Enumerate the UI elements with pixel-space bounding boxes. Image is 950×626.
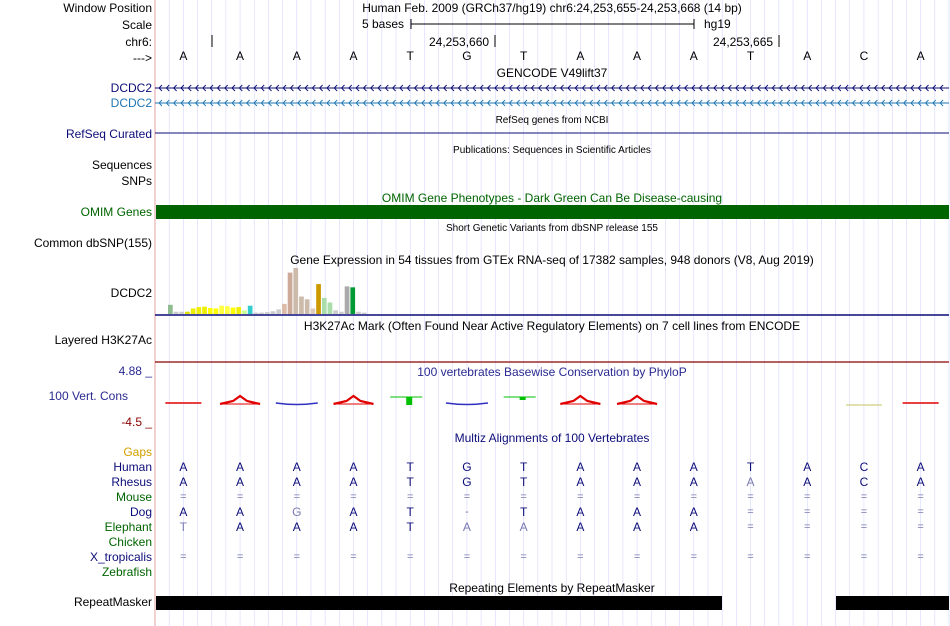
cons-label[interactable]: 100 Vert. Cons bbox=[48, 389, 128, 403]
sequence-base: T bbox=[746, 49, 755, 63]
position-tick-1: 24,253,660 bbox=[429, 35, 490, 49]
gtex-bar bbox=[288, 273, 293, 314]
dbsnp-title[interactable]: Short Genetic Variants from dbSNP release 155 bbox=[446, 223, 658, 234]
pubs-label[interactable]: Sequences bbox=[91, 158, 152, 172]
alignment-base: A bbox=[349, 520, 358, 534]
gtex-bar bbox=[282, 304, 287, 314]
alignment-base: = bbox=[690, 551, 697, 563]
gtex-bar bbox=[202, 307, 207, 314]
sequence-base: A bbox=[689, 49, 698, 63]
alignment-base: A bbox=[179, 475, 188, 489]
gtex-bar bbox=[328, 303, 333, 315]
alignment-base: A bbox=[576, 520, 585, 534]
alignment-base: A bbox=[349, 505, 358, 519]
scale-assembly: hg19 bbox=[704, 17, 731, 31]
alignment-base: = bbox=[803, 521, 811, 533]
gtex-bar bbox=[265, 312, 270, 314]
alignment-base: = bbox=[520, 551, 527, 563]
alignment-base: T bbox=[746, 460, 755, 474]
alignment-base: A bbox=[349, 475, 358, 489]
alignment-base: A bbox=[633, 460, 642, 474]
alignment-base: = bbox=[860, 506, 868, 518]
alignment-base: A bbox=[576, 475, 585, 489]
alignment-base: T bbox=[519, 505, 528, 519]
alignment-base: = bbox=[917, 551, 924, 563]
gtex-bar bbox=[333, 310, 338, 314]
alignment-base: A bbox=[916, 460, 925, 474]
alignment-base: A bbox=[292, 475, 301, 489]
species-label-rhesus[interactable]: Rhesus bbox=[111, 475, 152, 489]
gtex-bar bbox=[305, 299, 310, 314]
gencode-row-1-label[interactable]: DCDC2 bbox=[110, 81, 152, 95]
cons-min-label: -4.5 _ bbox=[121, 415, 152, 429]
cons-max-label: 4.88 _ bbox=[118, 364, 152, 378]
alignment-base: = bbox=[236, 551, 244, 563]
gtex-bar bbox=[311, 308, 316, 314]
cons-title[interactable]: 100 vertebrates Basewise Conservation by PhyloP bbox=[417, 365, 687, 379]
alignment-base: A bbox=[292, 520, 301, 534]
alignment-base: T bbox=[519, 460, 528, 474]
alignment-base: = bbox=[860, 551, 868, 563]
alignment-base: A bbox=[349, 460, 358, 474]
sequence-base: G bbox=[462, 49, 472, 63]
alignment-base: = bbox=[690, 491, 697, 503]
alignment-base: = bbox=[463, 551, 471, 563]
alignment-base: T bbox=[406, 460, 414, 474]
alignment-base: = bbox=[293, 551, 300, 563]
alignment-base: T bbox=[179, 520, 188, 534]
gtex-bar bbox=[350, 287, 355, 314]
alignment-base: A bbox=[179, 505, 188, 519]
alignment-base: A bbox=[633, 475, 642, 489]
gtex-bar bbox=[208, 308, 213, 314]
alignment-base: A bbox=[803, 460, 812, 474]
alignment-base: T bbox=[406, 520, 414, 534]
alignment-base: = bbox=[236, 491, 244, 503]
conservation-green-bar bbox=[406, 397, 412, 405]
gtex-bar bbox=[356, 312, 361, 314]
repeat-title[interactable]: Repeating Elements by RepeatMasker bbox=[449, 581, 655, 595]
alignment-base: A bbox=[292, 460, 301, 474]
alignment-base: = bbox=[747, 521, 754, 533]
gtex-title[interactable]: Gene Expression in 54 tissues from GTEx RNA-seq of 17382 samples, 948 donors (V8, Aug 2019) bbox=[290, 253, 814, 267]
alignment-base: = bbox=[860, 491, 868, 503]
gtex-bar bbox=[242, 310, 247, 314]
alignment-base: A bbox=[179, 460, 188, 474]
gtex-bar bbox=[236, 307, 241, 314]
alignment-base: A bbox=[689, 475, 698, 489]
alignment-base: = bbox=[293, 491, 300, 503]
sequence-base: A bbox=[179, 49, 188, 63]
pubs-title[interactable]: Publications: Sequences in Scientific Articles bbox=[453, 145, 651, 156]
alignment-base: C bbox=[859, 460, 869, 474]
alignment-base: A bbox=[689, 505, 698, 519]
alignment-base: G bbox=[462, 475, 472, 489]
gtex-bar bbox=[225, 306, 230, 314]
alignment-base: T bbox=[519, 475, 528, 489]
gtex-bar bbox=[345, 286, 350, 314]
alignment-base: = bbox=[747, 491, 754, 503]
h3k27ac-title[interactable]: H3K27Ac Mark (Often Found Near Active Regulatory Elements) on 7 cell lines from ENCODE bbox=[303, 319, 801, 333]
omim-bar bbox=[156, 205, 949, 219]
alignment-base: T bbox=[406, 475, 414, 489]
gtex-bar bbox=[197, 307, 202, 314]
omim-title[interactable]: OMIM Gene Phenotypes - Dark Green Can Be Disease-causing bbox=[381, 191, 723, 205]
dbsnp-label[interactable]: Common dbSNP(155) bbox=[33, 236, 152, 250]
gtex-bar bbox=[259, 313, 264, 314]
alignment-base: = bbox=[747, 506, 754, 518]
alignment-base: A bbox=[803, 475, 812, 489]
gtex-bar bbox=[174, 312, 179, 314]
species-label-elephant[interactable]: Elephant bbox=[104, 520, 152, 534]
sequence-base: A bbox=[576, 49, 585, 63]
alignment-base: = bbox=[406, 491, 414, 503]
alignment-base: = bbox=[633, 491, 641, 503]
snps-label[interactable]: SNPs bbox=[121, 174, 152, 188]
gencode-row-2-label[interactable]: DCDC2 bbox=[110, 96, 152, 110]
scale-label[interactable]: Scale bbox=[121, 18, 152, 32]
alignment-base: = bbox=[803, 506, 811, 518]
gtex-bar bbox=[185, 312, 190, 314]
multiz-title[interactable]: Multiz Alignments of 100 Vertebrates bbox=[454, 431, 650, 445]
alignment-base: G bbox=[292, 505, 302, 519]
alignment-base: = bbox=[747, 551, 754, 563]
alignment-base: A bbox=[462, 520, 471, 534]
alignment-base: = bbox=[917, 506, 924, 518]
alignment-base: C bbox=[859, 475, 869, 489]
species-label-zebrafish[interactable]: Zebrafish bbox=[101, 565, 152, 579]
alignment-base: = bbox=[406, 551, 414, 563]
gtex-bar bbox=[231, 308, 236, 314]
gtex-bar bbox=[214, 308, 219, 314]
gaps-label[interactable]: Gaps bbox=[123, 445, 152, 459]
gtex-bar bbox=[322, 298, 327, 314]
alignment-base: = bbox=[917, 491, 924, 503]
alignment-base: G bbox=[462, 460, 472, 474]
gtex-bar bbox=[339, 312, 344, 314]
repeat-bar-2 bbox=[836, 596, 949, 610]
alignment-base: A bbox=[916, 475, 925, 489]
alignment-base: A bbox=[236, 520, 245, 534]
alignment-base: A bbox=[519, 520, 528, 534]
sequence-base: C bbox=[859, 49, 869, 63]
sequence-base: A bbox=[349, 49, 358, 63]
sequence-base: A bbox=[803, 49, 812, 63]
gtex-bar bbox=[191, 308, 196, 314]
alignment-base: A bbox=[689, 520, 698, 534]
gtex-label[interactable]: DCDC2 bbox=[110, 286, 152, 300]
chrom-label[interactable]: chr6: bbox=[125, 35, 152, 49]
repeat-bar-1 bbox=[156, 596, 722, 610]
sequence-base: T bbox=[406, 49, 414, 63]
omim-label[interactable]: OMIM Genes bbox=[80, 205, 152, 219]
species-label-x_tropicalis[interactable]: X_tropicalis bbox=[89, 550, 152, 564]
sequence-base: A bbox=[292, 49, 301, 63]
gtex-bar bbox=[362, 313, 367, 314]
alignment-base: = bbox=[180, 491, 187, 503]
gtex-bar bbox=[316, 284, 321, 314]
alignment-base: A bbox=[576, 460, 585, 474]
alignment-base: T bbox=[406, 505, 414, 519]
gtex-bar bbox=[276, 309, 281, 314]
alignment-base: A bbox=[576, 505, 585, 519]
alignment-base: - bbox=[465, 506, 469, 518]
alignment-base: A bbox=[236, 475, 245, 489]
conservation-green-bar bbox=[520, 397, 526, 400]
sequence-base: T bbox=[519, 49, 528, 63]
alignment-base: A bbox=[689, 460, 698, 474]
gtex-bar bbox=[168, 305, 173, 314]
gtex-bar bbox=[293, 268, 298, 314]
repeatmasker-label[interactable]: RepeatMasker bbox=[73, 595, 152, 609]
species-label-dog[interactable]: Dog bbox=[129, 505, 152, 519]
alignment-base: = bbox=[577, 551, 584, 563]
alignment-base: = bbox=[803, 551, 811, 563]
species-label-mouse[interactable]: Mouse bbox=[115, 490, 152, 504]
species-label-human[interactable]: Human bbox=[113, 460, 152, 474]
gtex-bar bbox=[271, 311, 276, 314]
window-position-text: Human Feb. 2009 (GRCh37/hg19) chr6:24,253,655-24,253,668 (14 bp) bbox=[362, 1, 742, 15]
sequence-base: A bbox=[633, 49, 642, 63]
alignment-base: A bbox=[633, 520, 642, 534]
gtex-bar bbox=[254, 313, 259, 314]
sequence-base: A bbox=[916, 49, 925, 63]
gencode-title[interactable]: GENCODE V49lift37 bbox=[496, 66, 608, 80]
alignment-base: = bbox=[180, 551, 187, 563]
alignment-base: = bbox=[803, 491, 811, 503]
species-label-chicken[interactable]: Chicken bbox=[108, 535, 152, 549]
window-position-label[interactable]: Window Position bbox=[63, 1, 152, 15]
alignment-base: A bbox=[746, 475, 755, 489]
alignment-base: = bbox=[633, 551, 641, 563]
h3k27ac-label[interactable]: Layered H3K27Ac bbox=[54, 333, 152, 347]
alignment-base: = bbox=[463, 491, 471, 503]
alignment-base: = bbox=[350, 551, 357, 563]
alignment-base: A bbox=[236, 460, 245, 474]
position-tick-2: 24,253,665 bbox=[713, 35, 774, 49]
gtex-bar bbox=[299, 297, 304, 314]
refseq-label[interactable]: RefSeq Curated bbox=[65, 127, 152, 141]
alignment-base: = bbox=[350, 491, 357, 503]
strand-label[interactable]: ---> bbox=[133, 51, 152, 65]
refseq-title[interactable]: RefSeq genes from NCBI bbox=[495, 115, 609, 126]
alignment-base: A bbox=[236, 505, 245, 519]
alignment-base: = bbox=[860, 521, 868, 533]
gtex-bar bbox=[219, 306, 224, 314]
alignment-base: = bbox=[917, 521, 924, 533]
scale-text: 5 bases bbox=[362, 17, 405, 31]
gtex-bar bbox=[179, 312, 184, 314]
sequence-base: A bbox=[236, 49, 245, 63]
gtex-bar bbox=[248, 306, 253, 314]
alignment-base: = bbox=[577, 491, 584, 503]
alignment-base: = bbox=[520, 491, 527, 503]
alignment-base: A bbox=[633, 505, 642, 519]
